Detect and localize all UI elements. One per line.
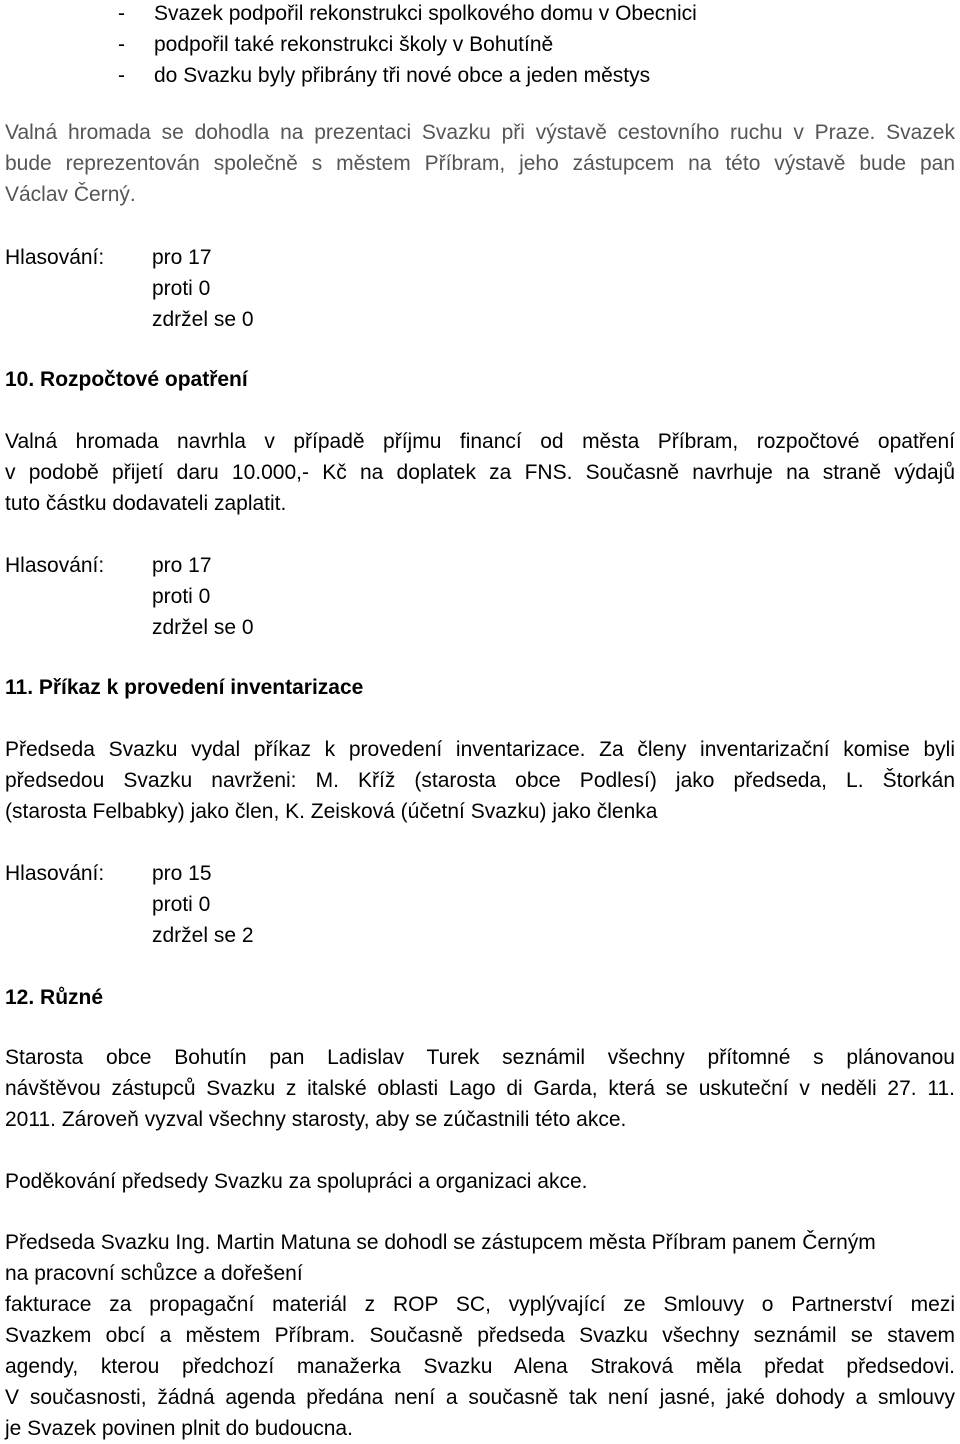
vote-proti: proti 0 <box>152 893 211 916</box>
paragraph-line: bude reprezentován společně s městem Příbram, jeho zástupcem na této výstavě bude pan <box>5 152 955 175</box>
paragraph-line: fakturace za propagační materiál z ROP SC, vyplývající ze Smlouvy o Partnerství mezi <box>5 1293 955 1316</box>
paragraph-line: Valná hromada se dohodla na prezentaci Svazku při výstavě cestovního ruchu v Praze. Svazek <box>5 121 955 144</box>
vote-pro: pro 15 <box>152 862 212 885</box>
section12-paragraph-2 <box>5 1166 955 1197</box>
list-item <box>0 0 950 29</box>
vote-block <box>5 550 505 643</box>
section-heading: 10. Rozpočtové opatření <box>5 368 248 391</box>
vote-pro: pro 17 <box>152 554 212 577</box>
section12-paragraph-3 <box>5 1227 955 1444</box>
paragraph-line: Předseda Svazku vydal příkaz k provedení inventarizace. Za členy inventarizační komise byli <box>5 738 955 761</box>
vote-zdrzel: zdržel se 0 <box>152 616 254 639</box>
paragraph-line: 2011. Zároveň vyzval všechny starosty, aby se zúčastnili této akce. <box>5 1108 627 1131</box>
section12-paragraph-1 <box>5 1042 955 1135</box>
paragraph-line: V současnosti, žádná agenda předána není a současně tak není jasné, jaké dohody a smlouvy <box>5 1386 955 1409</box>
vote-zdrzel: zdržel se 2 <box>152 924 254 947</box>
paragraph-line: Valná hromada navrhla v případě příjmu financí od města Příbram, rozpočtové opatření <box>5 430 955 453</box>
bullet-text: Svazek podpořil rekonstrukci spolkového domu v Obecnici <box>154 2 697 25</box>
vote-zdrzel: zdržel se 0 <box>152 308 254 331</box>
paragraph-line: Václav Černý. <box>5 183 136 206</box>
paragraph-line: Svazkem obcí a městem Příbram. Současně předseda Svazku všechny seznámil se stavem <box>5 1324 955 1347</box>
paragraph-line: Poděkování předsedy Svazku za spolupráci a organizaci akce. <box>5 1170 588 1193</box>
paragraph-line: návštěvou zástupců Svazku z italské oblasti Lago di Garda, která se uskuteční v neděli 27. 11. <box>5 1077 955 1100</box>
vote-pro: pro 17 <box>152 246 212 269</box>
vote-block <box>5 858 505 951</box>
bullet-marker: - <box>118 64 125 87</box>
paragraph-line: tuto částku dodavateli zaplatit. <box>5 492 287 515</box>
vote-label: Hlasování: <box>5 554 105 577</box>
list-item <box>0 29 950 60</box>
section11-paragraph <box>5 734 955 827</box>
list-item <box>0 60 950 91</box>
vote-label: Hlasování: <box>5 246 105 269</box>
paragraph-line: předsedou Svazku navrženi: M. Kříž (starosta obce Podlesí) jako předseda, L. Štorkán <box>5 769 955 792</box>
paragraph-line: Předseda Svazku Ing. Martin Matuna se dohodl se zástupcem města Příbram panem Černým <box>5 1231 876 1254</box>
paragraph-line: (starosta Felbabky) jako člen, K. Zeisková (účetní Svazku) jako členka <box>5 800 658 823</box>
paragraph-line: agendy, kterou předchozí manažerka Svazku Alena Straková měla předat předsedovi. <box>5 1355 955 1378</box>
paragraph-line: Starosta obce Bohutín pan Ladislav Turek seznámil všechny přítomné s plánovanou <box>5 1046 955 1069</box>
praha-paragraph <box>5 117 955 210</box>
bullet-marker: - <box>118 2 125 25</box>
section10-paragraph <box>5 426 955 519</box>
paragraph-line: na pracovní schůzce a dořešení <box>5 1262 303 1285</box>
bullet-marker: - <box>118 33 125 56</box>
bullet-text: do Svazku byly přibrány tři nové obce a jeden městys <box>154 64 651 87</box>
bullet-text: podpořil také rekonstrukci školy v Bohutíně <box>154 33 554 56</box>
section-heading: 12. Různé <box>5 986 104 1009</box>
paragraph-line: v podobě přijetí daru 10.000,- Kč na doplatek za FNS. Současně navrhuje na straně výdajů <box>5 461 955 484</box>
vote-proti: proti 0 <box>152 277 211 300</box>
vote-block <box>5 242 505 335</box>
paragraph-line: je Svazek povinen plnit do budoucna. <box>5 1417 353 1440</box>
vote-label: Hlasování: <box>5 862 105 885</box>
section-heading: 11. Příkaz k provedení inventarizace <box>5 676 364 699</box>
vote-proti: proti 0 <box>152 585 211 608</box>
